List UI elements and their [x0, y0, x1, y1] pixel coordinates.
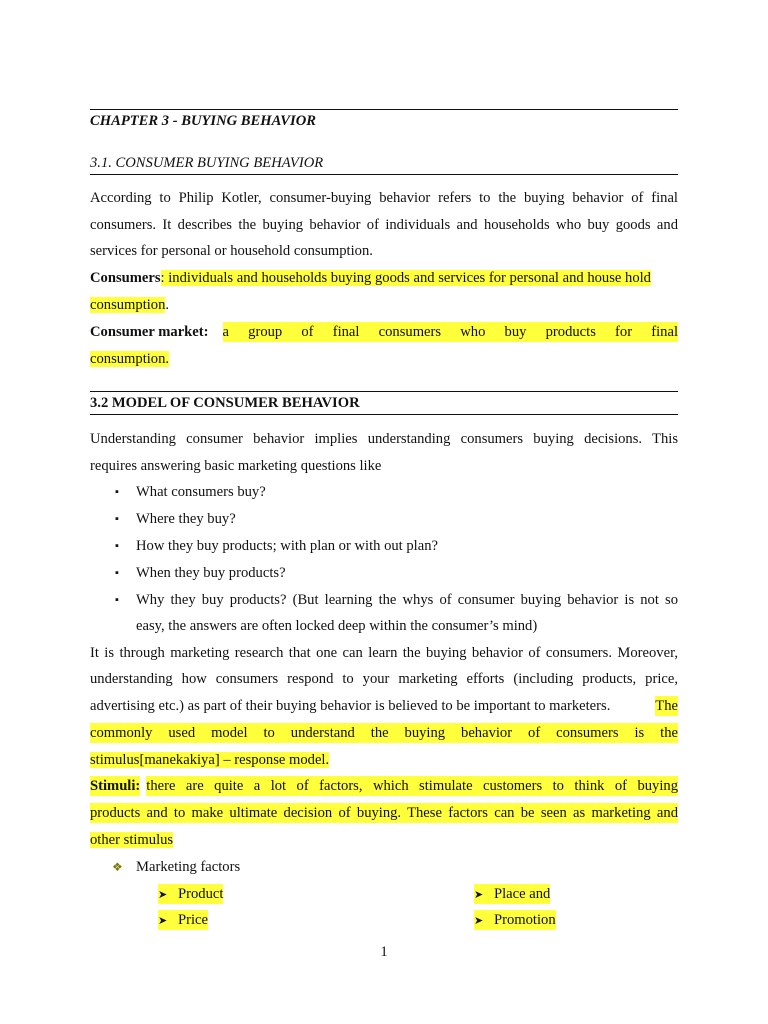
factor-item [158, 884, 223, 904]
bullet-square-icon: ▪ [115, 513, 119, 525]
section-heading-3-1: 3.1. CONSUMER BUYING BEHAVIOR [90, 155, 324, 171]
para2-line5-hl: stimulus[manekakiya] – response model. [90, 752, 330, 768]
stimuli-term: Stimuli: [90, 778, 141, 794]
list-item: How they buy products; with plan or with out plan? [136, 538, 438, 554]
para2-line4-hl: commonly used model to understand the buying behavior of consumers is the [90, 725, 678, 741]
stimuli-def-cont: other stimulus [90, 832, 174, 848]
market-def: a group of final consumers who buy products for final [222, 324, 678, 340]
diamond-bullet-icon: ❖ [112, 860, 123, 874]
market-term: Consumer market: [90, 324, 209, 340]
chapter-title: CHAPTER 3 - BUYING BEHAVIOR [90, 113, 316, 129]
para-line: According to Philip Kotler, consumer-buying behavior refers to the buying behavior of final [90, 190, 678, 206]
para2-line [90, 696, 678, 716]
consumers-def-cont: consumption [90, 297, 166, 313]
intro-line: Understanding consumer behavior implies understanding consumers buying decisions. This [90, 431, 678, 447]
para-line: services for personal or household consumption. [90, 243, 373, 259]
consumers-def-end: . [165, 297, 170, 313]
list-item: What consumers buy? [136, 484, 266, 500]
top-rule [90, 109, 678, 110]
arrow-bullet-icon: ➤ [158, 915, 168, 927]
section-3-1-rule [90, 174, 678, 175]
para2-line [90, 750, 678, 770]
stimuli-definition-cont [90, 803, 678, 823]
para2-line: understanding how consumers respond to your marketing efforts (including products, price, [90, 671, 678, 687]
market-definition-cont [90, 349, 678, 369]
stimuli-definition [90, 776, 678, 796]
marketing-factors-label: Marketing factors [136, 859, 241, 875]
consumers-def: : individuals and households buying goods and services for personal and house hold [160, 270, 651, 286]
bullet-square-icon: ▪ [115, 540, 119, 552]
arrow-bullet-icon: ➤ [474, 915, 484, 927]
factor-item [474, 884, 550, 904]
market-definition [90, 322, 678, 342]
consumers-definition-cont [90, 295, 678, 315]
factor-label: Price [178, 912, 208, 928]
arrow-bullet-icon: ➤ [474, 889, 484, 901]
stimuli-definition-cont [90, 830, 678, 850]
factor-label: Product [178, 886, 224, 902]
bullet-square-icon: ▪ [115, 594, 119, 606]
market-def-cont: consumption. [90, 351, 170, 367]
stimuli-def-cont: products and to make ultimate decision of buying. These factors can be seen as marketing and [90, 805, 678, 821]
consumers-term: Consumers [90, 270, 161, 286]
arrow-bullet-icon: ➤ [158, 889, 168, 901]
factor-label: Place and [494, 886, 551, 902]
page-number: 1 [380, 944, 388, 960]
bullet-square-icon: ▪ [115, 567, 119, 579]
factor-item [158, 910, 208, 930]
para2-line [90, 723, 678, 743]
list-item: When they buy products? [136, 565, 286, 581]
section-heading-3-2: 3.2 MODEL OF CONSUMER BEHAVIOR [90, 395, 360, 411]
consumers-definition [90, 268, 678, 288]
intro-line: requires answering basic marketing questions like [90, 458, 382, 474]
bullet-square-icon: ▪ [115, 486, 119, 498]
factor-label: Promotion [494, 912, 556, 928]
section-3-2-bottom-rule [90, 414, 678, 415]
para-line: consumers. It describes the buying behavior of individuals and households who buy goods and [90, 217, 678, 233]
para2-line3-plain: advertising etc.) as part of their buying behavior is believed to be important to marketers. [90, 698, 611, 714]
para2-line: It is through marketing research that one can learn the buying behavior of consumers. Moreover, [90, 645, 678, 661]
para2-line3-hl: The [655, 698, 678, 714]
list-item: Where they buy? [136, 511, 236, 527]
list-item-cont: easy, the answers are often locked deep within the consumer’s mind) [136, 618, 538, 634]
list-item: Why they buy products? (But learning the whys of consumer buying behavior is not so [136, 592, 678, 608]
section-3-2-top-rule [90, 391, 678, 392]
factor-item [474, 910, 556, 930]
stimuli-def: there are quite a lot of factors, which stimulate customers to think of buying [146, 778, 678, 794]
